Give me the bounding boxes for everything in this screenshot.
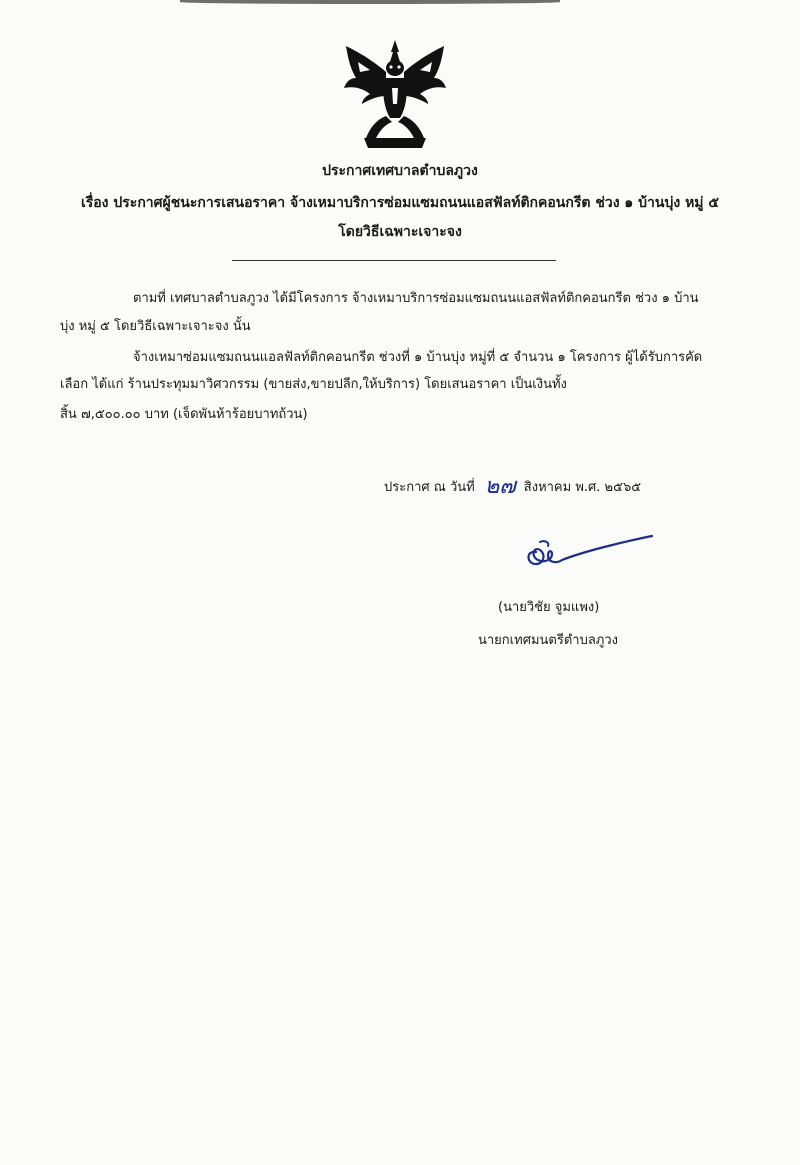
announcement-date — [384, 466, 641, 501]
paragraph2-line2: เลือก ได้แก่ ร้านประทุมมาวิศวกรรม (ขายส่ง,ขายปลีก,ให้บริการ) โดยเสนอราคา เป็นเงินทั้ง — [60, 377, 567, 392]
date-month-year: สิงหาคม พ.ศ. ๒๕๖๕ — [523, 480, 642, 495]
date-day-handwritten: ๒๗ — [484, 474, 516, 499]
paragraph1-line1: ตามที่ เทศบาลตำบลภูวง ได้มีโครงการ จ้างเหมาบริการซ่อมแซมถนนแอสฟัลท์ติกคอนกรีต ช่วง ๑ บ้าน — [133, 291, 699, 306]
document-subject: เรื่อง ประกาศผู้ชนะการเสนอราคา จ้างเหมาบริการซ่อมแซมถนนแอสฟัลท์ติกคอนกรีต ช่วง ๑ บ้านบุ่ง หมู่ ๕ — [80, 195, 720, 211]
signer-position: นายกเทศมนตรีตำบลภูวง — [478, 633, 618, 648]
garuda-emblem-icon — [340, 38, 450, 150]
paragraph2-line1: จ้างเหมาซ่อมแซมถนนแอลฟัลท์ติกคอนกรีต ช่วงที่ ๑ บ้านบุ่ง หมู่ที่ ๕ จำนวน ๑ โครงการ ผู้ได้รับการคัด — [133, 350, 703, 365]
scan-edge-shadow — [180, 0, 560, 4]
document-title: ประกาศเทศบาลตำบลภูวง — [322, 163, 478, 179]
signer-name: (นายวิชัย จูมแพง) — [498, 600, 600, 615]
date-prefix: ประกาศ ณ วันที่ — [384, 480, 475, 495]
title-divider — [232, 260, 556, 261]
paragraph2-line3: สิ้น ๗,๕๐๐.๐๐ บาท (เจ็ดพันห้าร้อยบาทถ้วน) — [60, 407, 308, 422]
handwritten-signature — [522, 530, 656, 580]
paragraph1-line2: บุ่ง หมู่ ๕ โดยวิธีเฉพาะเจาะจง นั้น — [60, 319, 251, 334]
procurement-method: โดยวิธีเฉพาะเจาะจง — [338, 224, 462, 240]
